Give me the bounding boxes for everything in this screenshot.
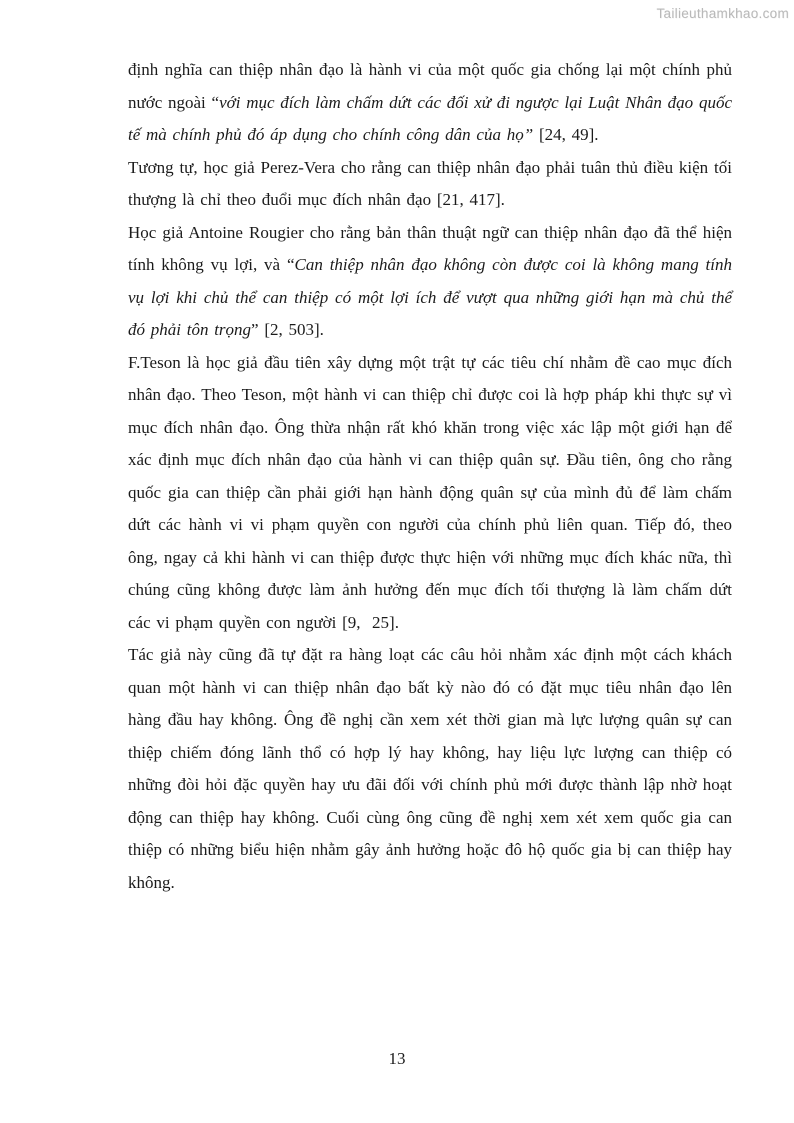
text-run: F.Teson là học giả đầu tiên xây dựng một trật tự các tiêu chí nhằm đề cao mục đích nhân đạo. Theo Teson, một hành vi can thiệp chỉ được coi là hợp pháp khi thực sự vì mục đích nhân đạo. Ông thừa nhận rất khó khăn trong việc xác lập một giới hạn để xác định mục đích nhân đạo của hành vi can thiệp quân sự. Đầu tiên, ông cho rằng quốc gia can thiệp cần phải giới hạn hành động quân sự của mình đủ để làm chấm dứt các hành vi vi phạm quyền con người của chính phủ liên quan. Tiếp đó, theo ông, ngay cả khi hành vi can thiệp được thực hiện với những mục đích khác nữa, thì chúng cũng không được làm ảnh hưởng đến mục đích tối thượng là làm chấm dứt các vi phạm quyền con người [9, 25]. [128, 352, 732, 632]
page-number: 13 [388, 1049, 406, 1068]
page-content [128, 54, 732, 899]
text-run: Tương tự, học giả Perez-Vera cho rằng can thiệp nhân đạo phải tuân thủ điều kiện tối thượng là chỉ theo đuổi mục đích nhân đạo [21, 417]. [128, 157, 732, 209]
paragraph [128, 217, 732, 347]
text-run: Học giả Antoine Rougier cho rằng bản thân thuật ngữ can thiệp nhân đạo đã thể hiện tính không vụ lợi, và “ [128, 222, 732, 274]
watermark: Tailieuthamkhao.com [656, 6, 789, 21]
citation-run: [24, 49]. [533, 125, 599, 144]
paragraph [128, 54, 732, 152]
text-run: Tác giả này cũng đã tự đặt ra hàng loạt các câu hỏi nhằm xác định một cách khách quan một hành vi can thiệp nhân đạo bất kỳ nào đó có đặt mục tiêu nhân đạo lên hàng đầu hay không. Ông đề nghị cần xem xét thời gian mà lực lượng quân sự can thiệp chiếm đóng lãnh thổ có hợp lý hay không, hay liệu lực lượng can thiệp có những đòi hỏi đặc quyền hay ưu đãi đối với chính phủ mới được thành lập nhờ hoạt động can thiệp hay không. Cuối cùng ông cũng đề nghị xem xét xem quốc gia can thiệp có những biểu hiện nhằm gây ảnh hưởng hoặc đô hộ quốc gia bị can thiệp hay không. [128, 645, 732, 892]
paragraph [128, 152, 732, 217]
quoted-italic-run: Can thiệp nhân đạo không còn được coi là không mang tính vụ lợi khi chủ thể can thiệp có một lợi ích để vượt qua những giới hạn mà chủ thể đó phải tôn trọng [128, 255, 732, 339]
citation-run: ” [2, 503]. [251, 320, 324, 339]
text-run: định nghĩa can thiệp nhân đạo là hành vi của một quốc gia chống lại một chính phủ nước ngoài “ [128, 60, 732, 112]
paragraph [128, 639, 732, 899]
paragraph [128, 347, 732, 640]
quoted-italic-run: với mục đích làm chấm dứt các đối xử đi ngược lại Luật Nhân đạo quốc tế mà chính phủ đó áp dụng cho chính công dân của họ” [128, 92, 732, 144]
